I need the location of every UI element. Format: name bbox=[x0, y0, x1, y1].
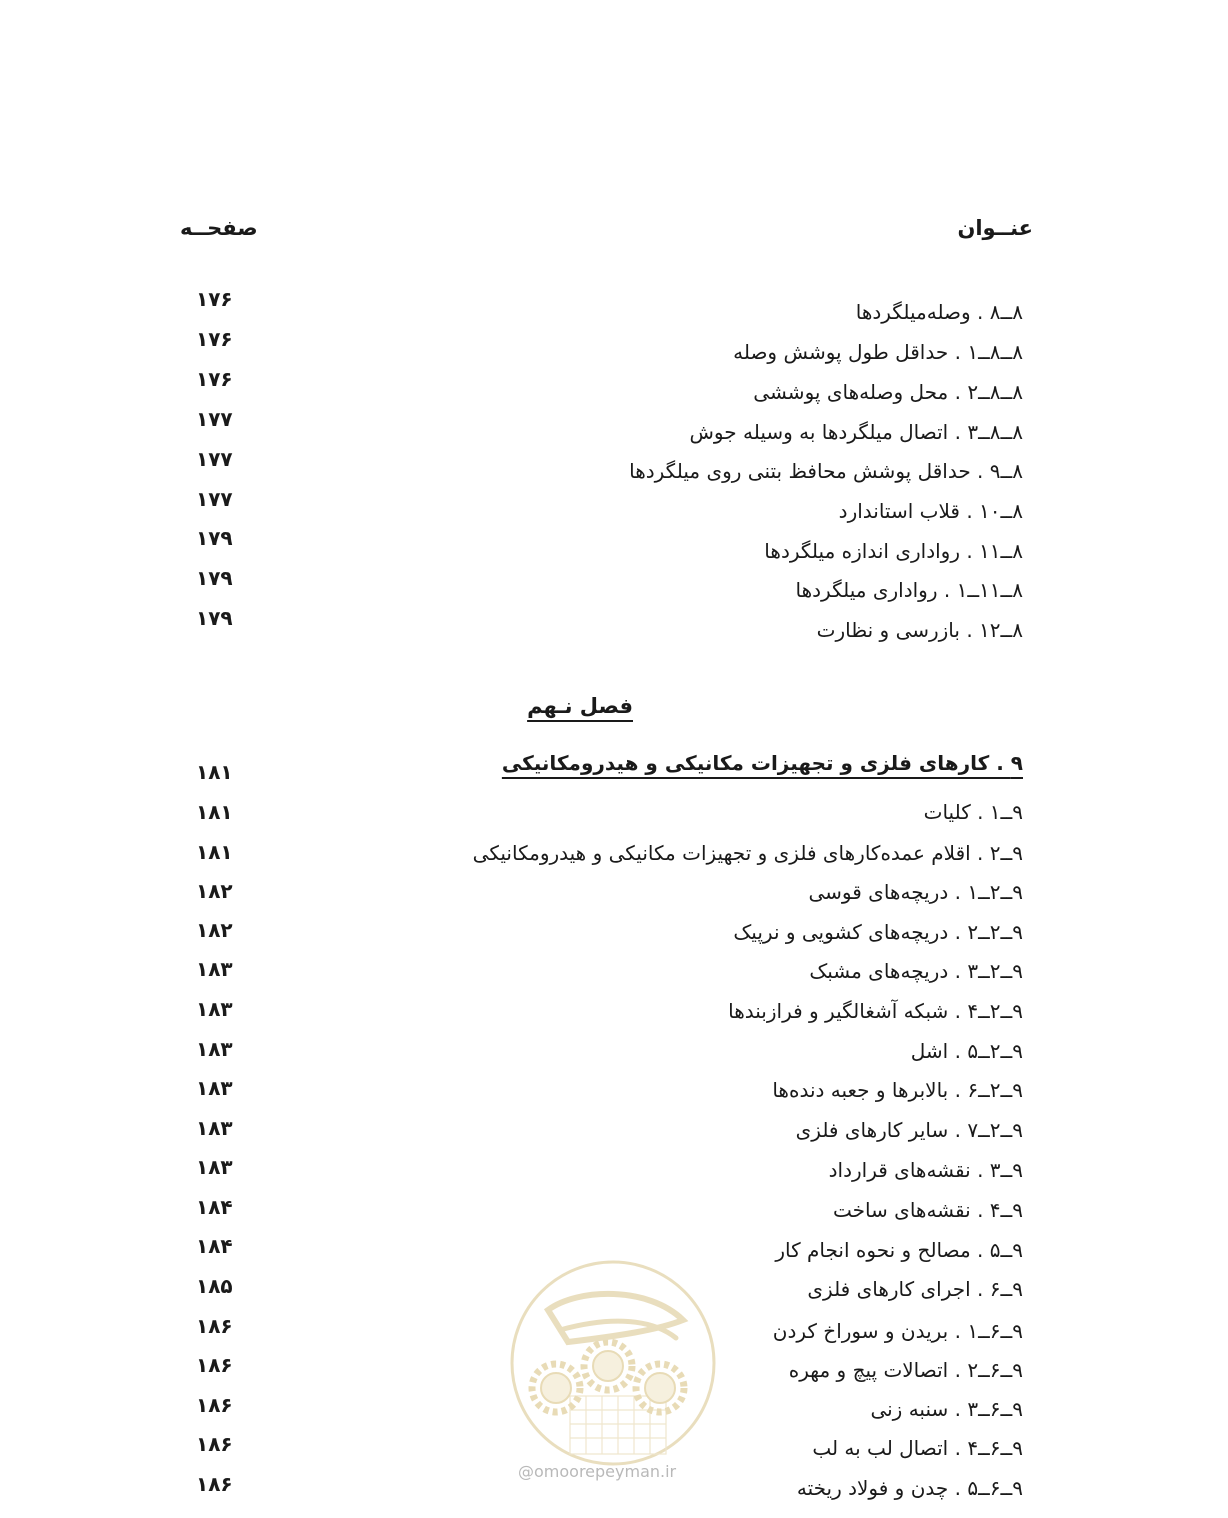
toc-entry-page: ۱۷۶ bbox=[196, 367, 233, 391]
chapter-title-entry: ۹ . کارهای فلزی و تجهیزات مکانیکی و هیدرومکانیکی bbox=[501, 751, 1023, 775]
toc-entry-page: ۱۷۷ bbox=[196, 487, 233, 511]
toc-entry-page: ۱۸۴ bbox=[196, 1195, 233, 1219]
toc-entry-page: ۱۸۳ bbox=[196, 1076, 233, 1100]
title-column-header: عنــوان bbox=[957, 216, 1033, 240]
watermark-logo bbox=[508, 1258, 718, 1468]
page-column-header: صفحــه bbox=[180, 216, 258, 240]
toc-entry-title: ۹ــ۲ــ۳ . دریچه‌های مشبک bbox=[809, 959, 1023, 983]
toc-entry-page: ۱۷۷ bbox=[196, 407, 233, 431]
toc-entry-page: ۱۸۴ bbox=[196, 1234, 233, 1258]
toc-entry-title: ۹ــ۴ . نقشه‌های ساخت bbox=[832, 1198, 1023, 1222]
toc-entry-title: ۹ــ۳ . نقشه‌های قرارداد bbox=[828, 1158, 1023, 1182]
toc-entry-title: ۸ــ۸ . وصله‌میلگردها bbox=[855, 300, 1023, 324]
toc-entry-title: ۸ــ۹ . حداقل پوشش محافظ بتنی روی میلگردها bbox=[629, 459, 1023, 483]
toc-entry-page: ۱۸۳ bbox=[196, 1155, 233, 1179]
toc-entry-page: ۱۸۲ bbox=[196, 918, 233, 942]
toc-entry-page: ۱۸۶ bbox=[196, 1432, 233, 1456]
toc-entry-page: ۱۸۱ bbox=[196, 800, 233, 824]
toc-entry-title: ۹ــ۶ــ۱ . بریدن و سوراخ کردن bbox=[772, 1319, 1023, 1343]
toc-entry-page: ۱۸۳ bbox=[196, 1116, 233, 1140]
toc-entry-page: ۱۸۶ bbox=[196, 1393, 233, 1417]
toc-entry-page: ۱۸۱ bbox=[196, 840, 233, 864]
toc-entry-title: ۸ــ۱۲ . بازرسی و نظارت bbox=[816, 618, 1023, 642]
chapter-heading: فصل نـهم bbox=[527, 694, 633, 718]
toc-entry-title: ۸ــ۱۰ . قلاب استاندارد bbox=[838, 499, 1023, 523]
toc-entry-title: ۹ــ۲ــ۱ . دریچه‌های قوسی bbox=[808, 880, 1023, 904]
toc-entry-title: ۹ــ۶ــ۳ . سنبه زنی bbox=[870, 1397, 1023, 1421]
toc-entry-title: ۹ــ۲ــ۵ . اشل bbox=[910, 1039, 1023, 1063]
toc-entry-page: ۱۸۱ bbox=[196, 760, 233, 784]
toc-entry-title: ۸ــ۸ــ۲ . محل وصله‌های پوششی bbox=[753, 380, 1023, 404]
toc-entry-page: ۱۸۲ bbox=[196, 879, 233, 903]
toc-entry-page: ۱۸۶ bbox=[196, 1314, 233, 1338]
toc-entry-title: ۹ــ۲ــ۷ . سایر کارهای فلزی bbox=[795, 1118, 1023, 1142]
toc-entry-page: ۱۷۹ bbox=[196, 566, 233, 590]
toc-entry-page: ۱۸۵ bbox=[196, 1274, 233, 1298]
toc-entry-title: ۸ــ۱۱ . رواداری اندازه میلگردها bbox=[764, 539, 1023, 563]
toc-entry-page: ۱۸۳ bbox=[196, 997, 233, 1021]
toc-entry-title: ۹ــ۲ــ۴ . شبکه آشغالگیر و فرازبندها bbox=[728, 999, 1023, 1023]
toc-entry-page: ۱۷۹ bbox=[196, 606, 233, 630]
toc-entry-title: ۹ــ۶ــ۴ . اتصال لب به لب bbox=[812, 1436, 1023, 1460]
toc-entry-title: ۸ــ۱۱ــ۱ . رواداری میلگردها bbox=[795, 578, 1023, 602]
toc-entry-title: ۸ــ۸ــ۱ . حداقل طول پوشش وصله bbox=[733, 340, 1023, 364]
toc-entry-page: ۱۷۶ bbox=[196, 287, 233, 311]
toc-entry-page: ۱۸۳ bbox=[196, 1037, 233, 1061]
toc-entry-title: ۸ــ۸ــ۳ . اتصال میلگردها به وسیله جوش bbox=[689, 420, 1023, 444]
toc-entry-title: ۹ــ۲ . اقلام عمده‌کارهای فلزی و تجهیزات مکانیکی و هیدرومکانیکی bbox=[472, 841, 1023, 865]
toc-entry-title: ۹ــ۵ . مصالح و نحوه انجام کار bbox=[775, 1238, 1023, 1262]
toc-entry-title: ۹ــ۲ــ۶ . بالابرها و جعبه دنده‌ها bbox=[772, 1078, 1023, 1102]
toc-entry-page: ۱۸۳ bbox=[196, 957, 233, 981]
watermark-url: @omoorepeyman.ir bbox=[518, 1462, 677, 1481]
toc-entry-page: ۱۷۶ bbox=[196, 327, 233, 351]
toc-entry-title: ۹ــ۶ . اجرای کارهای فلزی bbox=[807, 1277, 1023, 1301]
toc-entry-title: ۹ــ۲ــ۲ . دریچه‌های کشویی و نرپیک bbox=[733, 920, 1023, 944]
toc-entry-page: ۱۷۷ bbox=[196, 447, 233, 471]
toc-entry-title: ۹ــ۶ــ۵ . چدن و فولاد ریخته bbox=[796, 1476, 1023, 1500]
toc-entry-page: ۱۸۶ bbox=[196, 1472, 233, 1496]
toc-entry-page: ۱۷۹ bbox=[196, 526, 233, 550]
toc-entry-page: ۱۸۶ bbox=[196, 1353, 233, 1377]
toc-entry-title: ۹ــ۱ . کلیات bbox=[923, 800, 1023, 824]
toc-entry-title: ۹ــ۶ــ۲ . اتصالات پیچ و مهره bbox=[788, 1358, 1023, 1382]
